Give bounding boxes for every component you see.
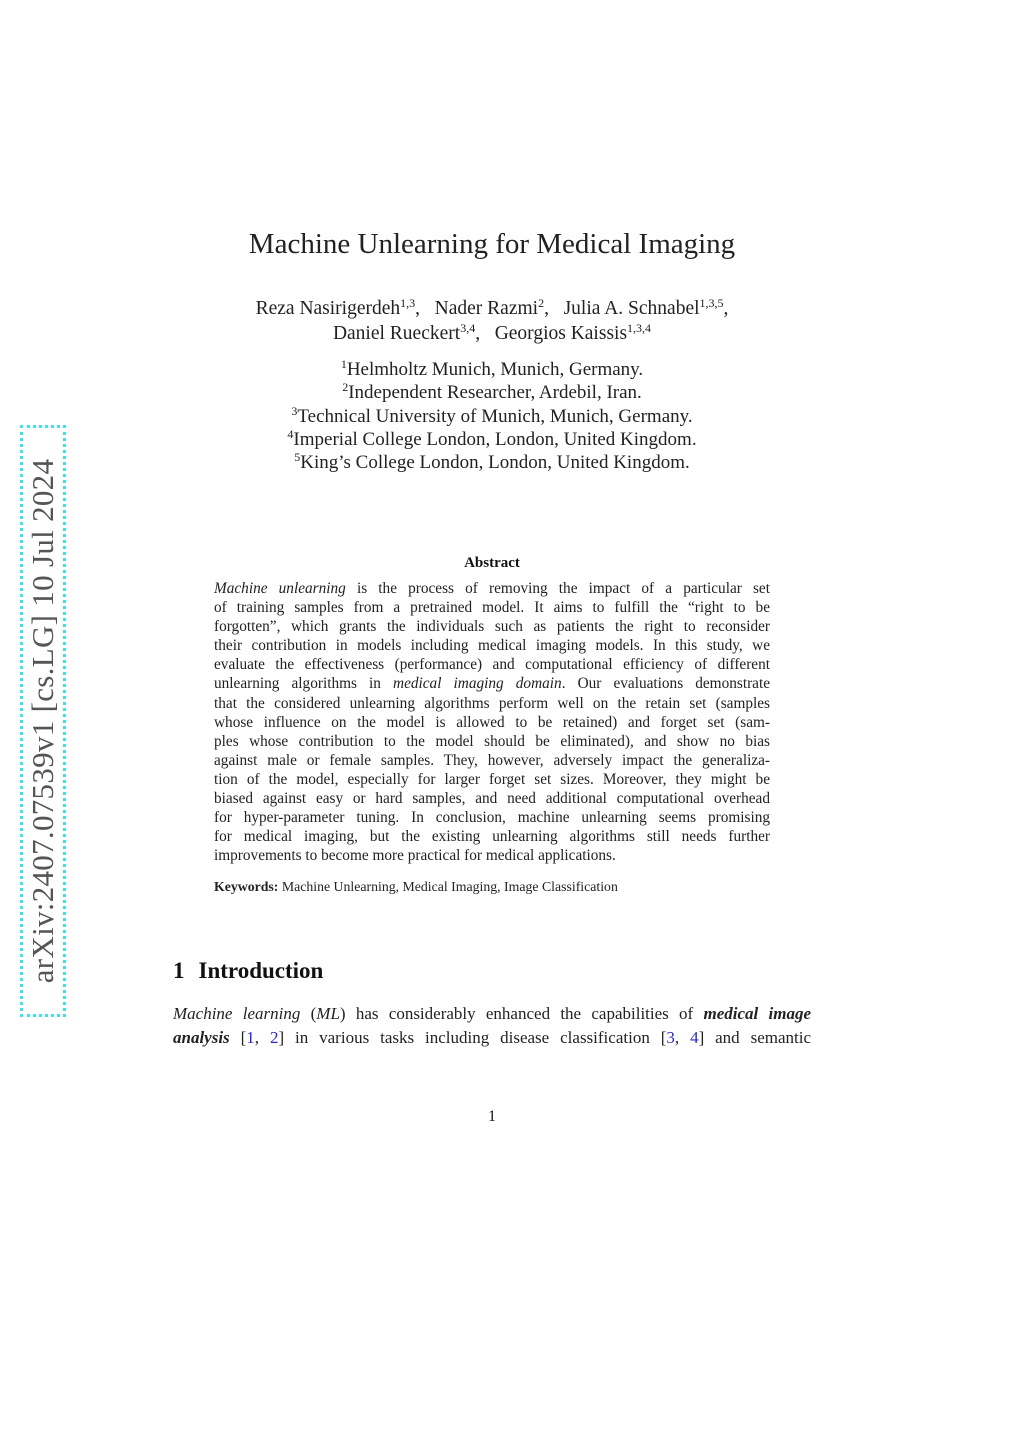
paper-title: Machine Unlearning for Medical Imaging: [248, 228, 736, 260]
citation-link[interactable]: 4: [690, 1027, 699, 1047]
abstract-line: tion of the model, especially for larger forget set sizes. Moreover, they might be: [214, 770, 770, 788]
section-heading: 1 Introduction: [173, 958, 324, 983]
abstract-line: Machine unlearning is the process of removing the impact of a particular set: [214, 580, 770, 597]
abstract-line: for medical imaging, but the existing unlearning algorithms still needs further: [214, 828, 770, 846]
abstract-body: [214, 579, 770, 865]
citation-link[interactable]: 1: [246, 1027, 255, 1047]
abstract-line: forgotten”, which grants the individuals such as patients the right to reconsider: [214, 618, 770, 636]
affiliation: $^3$Technical University of Munich, Munich, Germany.: [291, 404, 693, 427]
arxiv-stamp-text: arXiv:2407.07539v1 [cs.LG] 10 Jul 2024: [25, 458, 60, 984]
author-line-2: [0, 321, 984, 345]
author-line-1: [0, 296, 984, 320]
abstract-heading: Abstract: [464, 555, 520, 571]
abstract-line: their contribution in models including medical imaging models. In this study, we: [214, 637, 770, 655]
citation-link[interactable]: 3: [666, 1027, 675, 1047]
affiliation: $^1$Helmholtz Munich, Munich, Germany.: [340, 357, 644, 380]
page-number: 1: [488, 1108, 496, 1125]
abstract-line: that the considered unlearning algorithms perform well on the retain set (samples: [214, 694, 770, 712]
abstract-line: evaluate the effectiveness (performance) and computational efficiency of different: [214, 656, 770, 674]
abstract-line: for hyper-parameter tuning. In conclusion, machine unlearning seems promising: [214, 809, 770, 827]
author: Julia A. Schnabel$^{1,3,5}$,: [563, 296, 729, 319]
abstract-line: against male or female samples. They, however, adversely impact the generaliza-: [214, 751, 770, 769]
author: Daniel Rueckert$^{3,4}$,: [332, 321, 481, 344]
author: Reza Nasirigerdeh$^{1,3}$,: [255, 296, 421, 319]
author: Georgios Kaissis$^{1,3,4}$: [494, 321, 652, 344]
abstract-line: improvements to become more practical for medical applications.: [214, 847, 616, 865]
citation-link[interactable]: 2: [269, 1027, 279, 1047]
keywords-text: Machine Unlearning, Medical Imaging, Image Classification: [278, 879, 618, 894]
abstract-line: of training samples from a pretrained model. It aims to fulfill the “right to be: [214, 599, 770, 617]
keywords-label: Keywords:: [214, 879, 279, 894]
affiliation: $^2$Independent Researcher, Ardebil, Iran.: [342, 380, 642, 403]
abstract-line: ples whose contribution to the model should be eliminated), and show no bias: [214, 732, 770, 750]
intro-line: Machine learning (ML) has considerably enhanced the capabilities of medical image: [173, 1004, 811, 1023]
abstract-line: biased against easy or hard samples, and need additional computational overhead: [214, 790, 770, 808]
arxiv-stamp: [20, 425, 66, 1017]
abstract-line: unlearning algorithms in medical imaging domain. Our evaluations demonstrate: [214, 675, 771, 693]
author: Nader Razmi$^2$,: [434, 296, 549, 319]
abstract-line: whose influence on the model is allowed to be retained) and forget set (sam-: [214, 713, 770, 731]
affiliation: $^4$Imperial College London, London, United Kingdom.: [287, 427, 697, 450]
intro-paragraph: [173, 1002, 811, 1049]
affiliation: $^5$King’s College London, London, United Kingdom.: [294, 450, 690, 473]
intro-line: analysis [1, 2] in various tasks including disease classification [3, 4] and semantic: [173, 1027, 812, 1047]
keywords: [214, 879, 618, 895]
